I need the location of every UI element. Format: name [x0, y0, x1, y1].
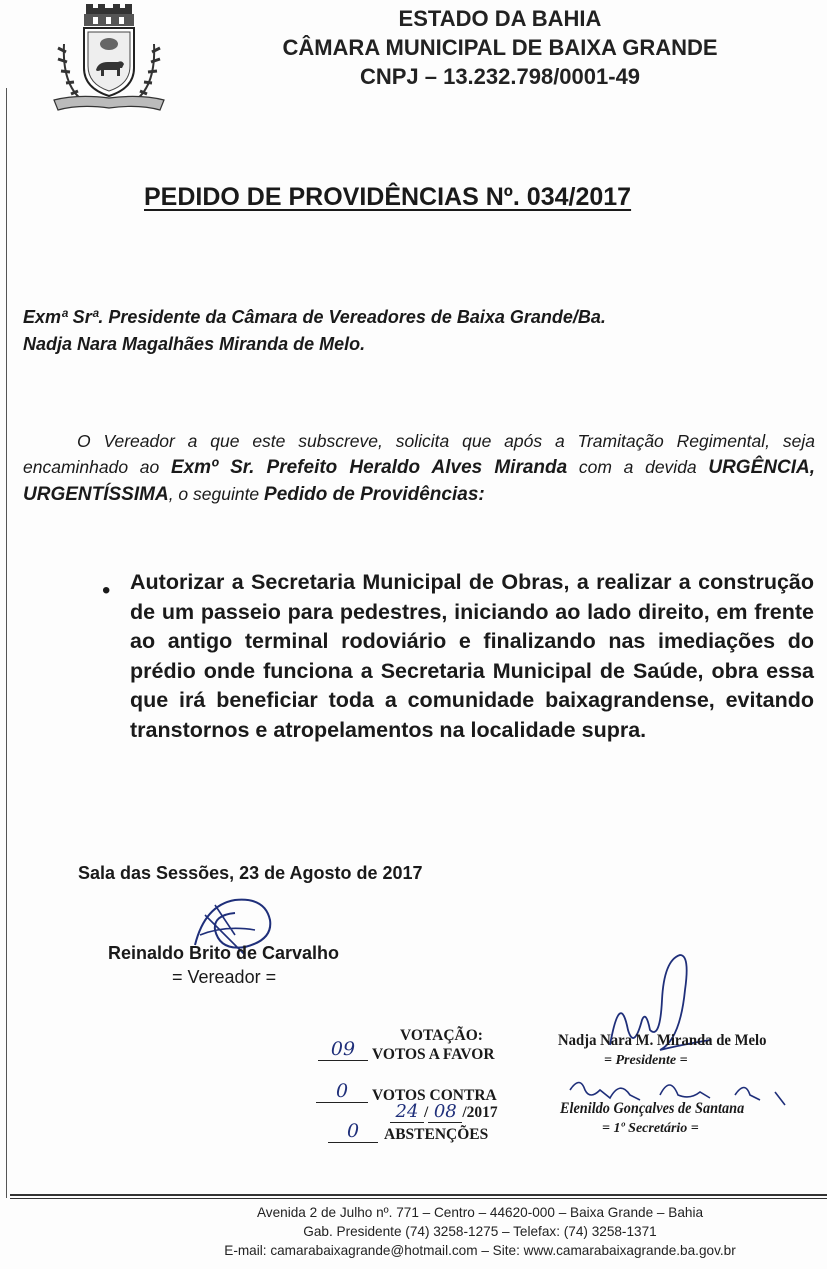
votes-favor-label: VOTOS A FAVOR [372, 1046, 495, 1063]
voting-date [390, 1101, 498, 1123]
votes-favor-value: 09 [318, 1038, 368, 1061]
intro-text-2: com a devida [567, 457, 709, 477]
margin-rule [6, 88, 7, 1198]
footer-divider-secondary [10, 1198, 827, 1199]
votes-against-value: 0 [316, 1080, 368, 1103]
footer-phones: Gab. Presidente (74) 3258-1275 – Telefax: (74) 3258-1371 [303, 1224, 657, 1239]
author-name: Reinaldo Brito de Carvalho [108, 943, 340, 963]
footer-contact: E-mail: camarabaixagrande@hotmail.com – Site: www.camarabaixagrande.ba.gov.br [224, 1243, 736, 1258]
intro-text-3: , o seguinte [168, 484, 265, 504]
voting-date-year: /2017 [462, 1104, 498, 1121]
coat-of-arms-icon [48, 4, 170, 112]
voting-date-day: 24 [390, 1101, 424, 1123]
addressee-line-2: Nadja Nara Magalhães Miranda de Melo. [23, 334, 366, 354]
footer-divider [10, 1194, 827, 1196]
place-date: Sala das Sessões, 23 de Agosto de 2017 [78, 863, 423, 883]
bullet-icon: • [102, 577, 111, 604]
voting-title: VOTAÇÃO: [400, 1027, 483, 1044]
footer-address: Avenida 2 de Julho nº. 771 – Centro – 44620-000 – Baixa Grande – Bahia [256, 1205, 704, 1220]
author-role: = Vereador = [172, 967, 277, 987]
intro-recipient: Exmº Sr. Prefeito Heraldo Alves Miranda [170, 457, 568, 478]
document-title: PEDIDO DE PROVIDÊNCIAS Nº. 034/2017 [144, 183, 632, 211]
president-role: = Presidente = [604, 1053, 688, 1068]
abstentions-label: ABSTENÇÕES [384, 1126, 489, 1143]
abstentions-value: 0 [328, 1120, 378, 1143]
header-chamber: CÂMARA MUNICIPAL DE BAIXA GRANDE [282, 35, 718, 60]
intro-text-1: O Vereador a que este subscreve, solicita que após a Tramitação Regimental, seja encaminhado ao [23, 431, 815, 477]
voting-date-sep: / [424, 1104, 429, 1121]
addressee-line-1: Exmª Srª. Presidente da Câmara de Vereadores de Baixa Grande/Ba. [23, 307, 606, 327]
header-state: ESTADO DA BAHIA [398, 6, 602, 31]
secretary-name: Elenildo Gonçalves de Santana [560, 1100, 745, 1117]
intro-closing: Pedido de Providências: [264, 484, 485, 505]
request-item: Autorizar a Secretaria Municipal de Obras, a realizar a construção de um passeio para pedestres, iniciando ao lado direito, em frente ao antigo terminal rodoviário e finalizando nas imediações do prédio onde funciona a Secretaria Municipal de Saúde, obra essa que irá beneficiar toda a comunidade baixagrandense, evitando transtornos e atropelamentos na localidade supra. [130, 570, 814, 742]
president-name: Nadja Nara M. Miranda de Melo [558, 1032, 767, 1049]
votes-against-label: VOTOS CONTRA [372, 1087, 497, 1104]
secretary-role: = 1º Secretário = [602, 1121, 699, 1136]
voting-date-month: 08 [428, 1101, 462, 1123]
intro-urgency: URGÊNCIA, URGENTÍSSIMA [23, 457, 815, 505]
intro-paragraph [23, 428, 815, 508]
header-cnpj: CNPJ – 13.232.798/0001-49 [359, 64, 641, 89]
